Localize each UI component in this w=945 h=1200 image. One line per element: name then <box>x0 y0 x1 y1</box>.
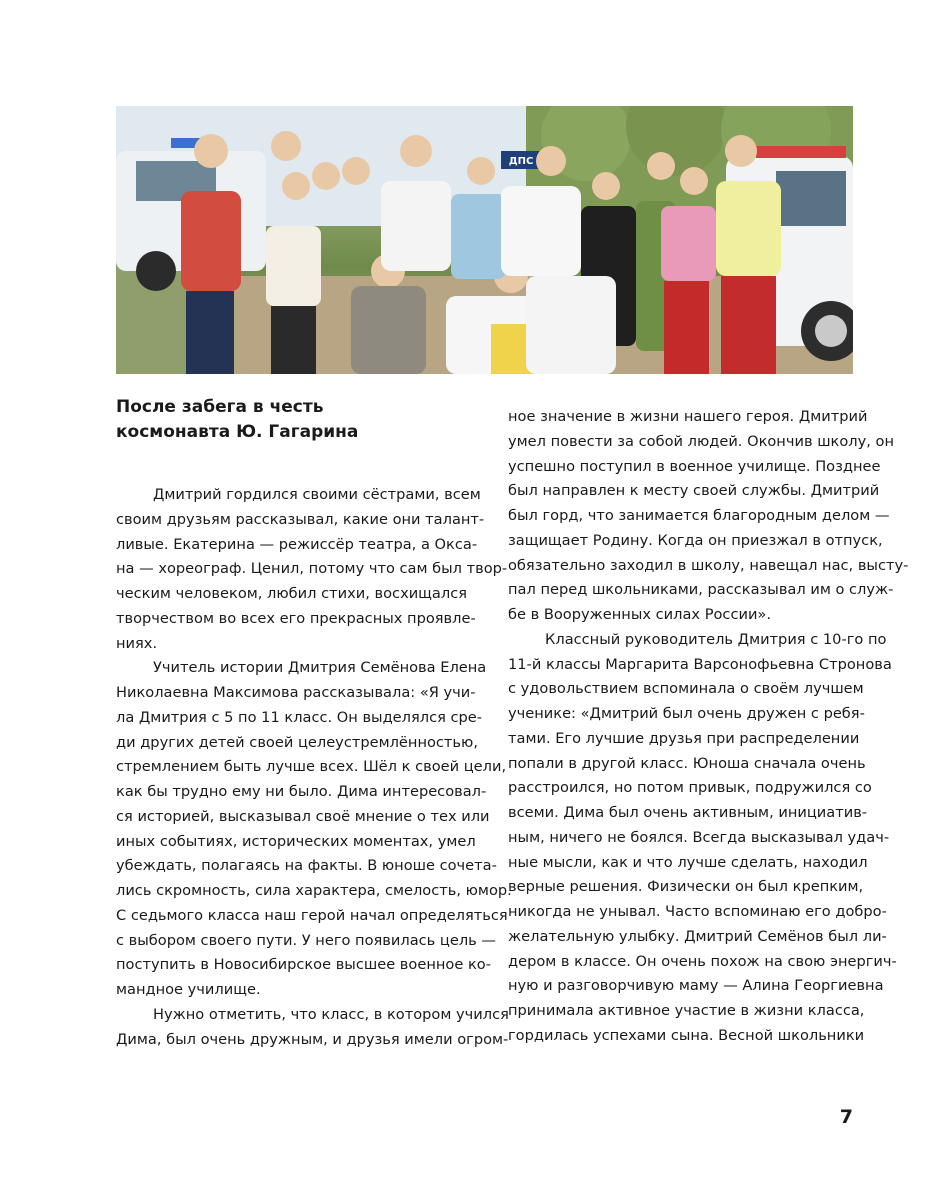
text-line: обязательно заходил в школу, навещал нас, высту- <box>508 556 909 574</box>
text-line: иных событиях, исторических моментах, умел <box>116 832 476 850</box>
text-line: Нужно отметить, что класс, в котором учился <box>153 1005 509 1023</box>
text-line: ное значение в жизни нашего героя. Дмитрий <box>508 408 868 425</box>
text-line: никогда не унывал. Часто вспоминаю его добро- <box>508 903 887 920</box>
text-line: принимала активное участие в жизни класса, <box>508 1002 865 1019</box>
text-line: ческим человеком, любил стихи, восхищался <box>116 585 468 602</box>
text-line: всеми. Дима был очень активным, инициатив- <box>508 804 868 821</box>
caption-line: После забега в честь <box>116 397 324 417</box>
text-line: Дмитрий гордился своими сёстрами, всем <box>153 486 481 503</box>
left-text-column <box>116 483 512 1052</box>
text-line: ся историей, высказывал своё мнение о тех или <box>116 807 490 825</box>
text-line: с выбором своего пути. У него появилась цель — <box>116 931 496 949</box>
text-line: С седьмого класса наш герой начал определяться <box>116 906 508 924</box>
text-line: ниях. <box>116 634 158 652</box>
text-line: ливые. Екатерина — режиссёр театра, а Окса- <box>116 535 478 553</box>
text-line: мандное училище. <box>116 981 261 998</box>
text-line: пал перед школьниками, рассказывал им о служ- <box>508 581 894 599</box>
text-line: на — хореограф. Ценил, потому что сам был твор- <box>116 560 508 578</box>
caption-line: космонавта Ю. Гагарина <box>116 422 359 442</box>
text-line: попали в другой класс. Юноша сначала очень <box>508 754 866 772</box>
page-number: 7 <box>839 1106 853 1128</box>
text-line: с удовольствием вспоминала о своём лучшем <box>508 680 864 698</box>
text-line: своим друзьям рассказывал, какие они талант- <box>116 510 485 528</box>
text-line: защищает Родину. Когда он приезжал в отпуск, <box>508 531 883 549</box>
text-line: Николаевна Максимова рассказывала: «Я учи- <box>116 684 476 701</box>
text-line: ди других детей своей целеустремлённостью, <box>116 733 478 751</box>
text-line: ным, ничего не боялся. Всегда высказывал удач- <box>508 828 890 846</box>
text-line: верные решения. Физически он был крепким, <box>508 878 864 896</box>
text-line: умел повести за собой людей. Окончив школу, он <box>508 432 895 450</box>
text-line: лись скромность, сила характера, смелость, юмор. <box>116 882 512 899</box>
text-line: был направлен к месту своей службы. Дмитрий <box>508 482 880 500</box>
text-line: дером в классе. Он очень похож на свою энергич- <box>508 952 897 970</box>
text-line: Классный руководитель Дмитрия с 10-го по <box>545 630 887 648</box>
text-line: расстроился, но потом привык, подружился со <box>508 779 872 797</box>
text-line: гордилась успехами сына. Весной школьники <box>508 1026 865 1044</box>
text-line: ла Дмитрия с 5 по 11 класс. Он выделялся сре- <box>116 708 483 726</box>
right-text-column <box>508 405 909 1049</box>
text-line: стремлением быть лучше всех. Шёл к своей цели, <box>116 758 507 776</box>
text-line: ную и разговорчивую маму — Алина Георгиевна <box>508 977 884 995</box>
text-line: поступить в Новосибирское высшее военное ко- <box>116 956 491 974</box>
dps-sign: ДПС <box>508 156 534 167</box>
text-line: Учитель истории Дмитрия Семёнова Елена <box>153 659 487 677</box>
text-line: убеждать, полагаясь на факты. В юноше сочета- <box>116 857 497 875</box>
text-line: ученике: «Дмитрий был очень дружен с ребя- <box>508 705 865 722</box>
text-line: успешно поступил в военное училище. Позднее <box>508 457 881 475</box>
text-line: ные мысли, как и что лучше сделать, находил <box>508 853 868 871</box>
text-line: бе в Вооруженных силах России». <box>508 606 772 623</box>
group-photo <box>116 106 853 374</box>
photo-caption <box>116 395 476 445</box>
text-line: 11-й классы Маргарита Варсонофьевна Стронова <box>508 655 892 673</box>
text-line: творчеством во всех его прекрасных проявле- <box>116 609 476 627</box>
text-line: Дима, был очень дружным, и друзья имели огром- <box>116 1030 509 1048</box>
text-line: как бы трудно ему ни было. Дима интересовал- <box>116 783 487 800</box>
text-line: тами. Его лучшие друзья при распределении <box>508 729 860 747</box>
text-line: был горд, что занимается благородным делом — <box>508 507 890 524</box>
text-line: желательную улыбку. Дмитрий Семёнов был ли- <box>508 927 887 945</box>
